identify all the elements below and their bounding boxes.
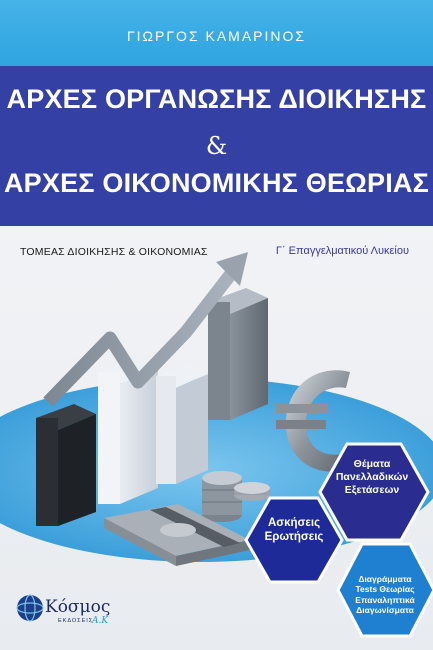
title-line-2: ΑΡΧΕΣ ΟΙΚΟΝΟΜΙΚΗΣ ΘΕΩΡΙΑΣ [3, 168, 430, 198]
feature-extras-line: Διαγωνίσματα [356, 605, 414, 616]
publisher-name: Κόσμος [45, 597, 111, 617]
feature-extras-line: Διαγράμματα [358, 574, 412, 584]
title-line-1: ΑΡΧΕΣ ΟΡΓΑΝΩΣΗΣ ΔΙΟΙΚΗΣΗΣ [6, 84, 427, 114]
feature-exams [325, 458, 419, 496]
feature-exercises-line: Ερωτήσεις [264, 531, 324, 544]
publisher-mark: Α.Κ [92, 616, 109, 626]
title-ampersand: & [205, 132, 228, 160]
globe-logo-icon [17, 595, 43, 621]
feature-extras-line: Tests Θεωρίας [355, 584, 415, 595]
feature-exams-line: Θέματα [353, 458, 391, 470]
feature-exercises-line: Ασκήσεις [267, 517, 321, 529]
feature-exams-line: Πανελλαδικών [335, 470, 409, 483]
feature-exercises [255, 516, 333, 544]
author-name: ΓΙΩΡΓΟΣ ΚΑΜΑΡΙΝΟΣ [126, 28, 307, 44]
sector-label: ΤΟΜΕΑΣ ΔΙΟΙΚΗΣΗΣ & ΟΙΚΟΝΟΜΙΑΣ [20, 246, 208, 258]
feature-exams-line: Εξετάσεων [344, 483, 400, 496]
feature-extras [343, 574, 427, 615]
grade-label: Γ΄ Επαγγελματικού Λυκείου [275, 245, 409, 257]
publisher-subtitle: ΕΚΔΟΣΕΙΣ [58, 618, 94, 624]
feature-extras-line: Επαναληπτικά [355, 594, 415, 605]
